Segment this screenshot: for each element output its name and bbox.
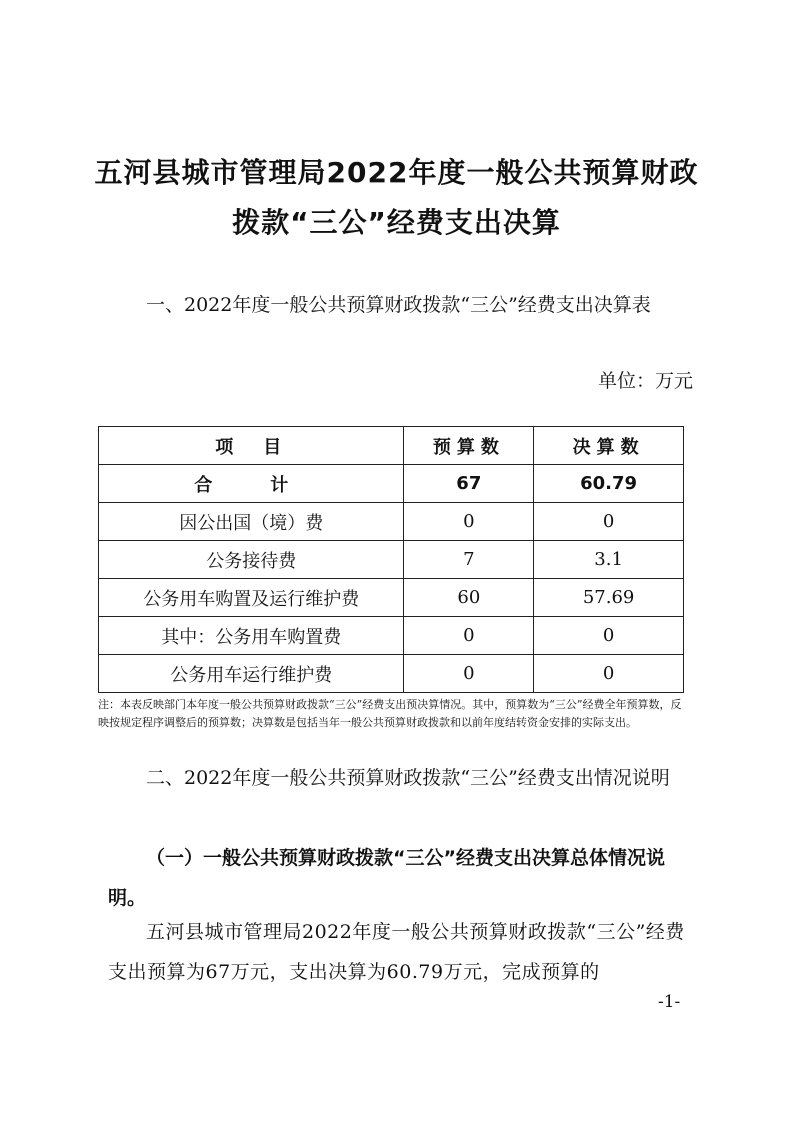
- header-final: 决算数: [534, 427, 684, 465]
- row-budget: 7: [404, 541, 534, 579]
- section1-heading: 一、2022年度一般公共预算财政拨款“三公”经费支出决算表: [146, 294, 651, 316]
- row-item: 公务用车购置及运行维护费: [99, 579, 404, 617]
- row-budget: 0: [404, 617, 534, 655]
- table-row: [99, 579, 684, 617]
- row-budget: 67: [404, 465, 534, 503]
- row-item: 其中：公务用车购置费: [99, 617, 404, 655]
- unit-label: 单位：万元: [597, 370, 693, 392]
- document-title: [90, 148, 703, 248]
- section2-heading: 二、2022年度一般公共预算财政拨款“三公”经费支出情况说明: [146, 767, 670, 789]
- row-budget: 60: [404, 579, 534, 617]
- page-number: -1-: [658, 992, 681, 1012]
- header-item: 项 目: [99, 427, 404, 465]
- row-item: 公务用车运行维护费: [99, 655, 404, 693]
- row-final: 57.69: [534, 579, 684, 617]
- table-header-row: [99, 427, 684, 465]
- table-row: [99, 541, 684, 579]
- table-row: [99, 617, 684, 655]
- table-row: [99, 655, 684, 693]
- row-final: 0: [534, 503, 684, 541]
- row-budget: 0: [404, 503, 534, 541]
- row-budget: 0: [404, 655, 534, 693]
- table-note: 注：本表反映部门本年度一般公共预算财政拨款“三公”经费支出预决算情况。其中，预算数为“三公”经费全年预算数，反映按规定程序调整后的预算数；决算数是包括当年一般公共预算财政拨款和以前年度结转资金安排的实际支出。: [98, 698, 682, 729]
- row-final: 0: [534, 655, 684, 693]
- row-item: 合 计: [99, 465, 404, 503]
- table-row: [99, 503, 684, 541]
- title-line-2: 拨款“三公”经费支出决算: [232, 206, 561, 239]
- row-final: 3.1: [534, 541, 684, 579]
- table-row-total: [99, 465, 684, 503]
- header-budget: 预算数: [404, 427, 534, 465]
- title-line-1: 五河县城市管理局2022年度一般公共预算财政: [94, 156, 699, 189]
- row-final: 0: [534, 617, 684, 655]
- row-final: 60.79: [534, 465, 684, 503]
- row-item: 公务接待费: [99, 541, 404, 579]
- section2-subheading: （一）一般公共预算财政拨款“三公”经费支出决算总体情况说明。: [108, 847, 665, 909]
- body-paragraph: 五河县城市管理局2022年度一般公共预算财政拨款“三公”经费支出预算为67万元，支出决算为60.79万元，完成预算的: [108, 921, 685, 983]
- budget-table: [98, 426, 684, 693]
- row-item: 因公出国（境）费: [99, 503, 404, 541]
